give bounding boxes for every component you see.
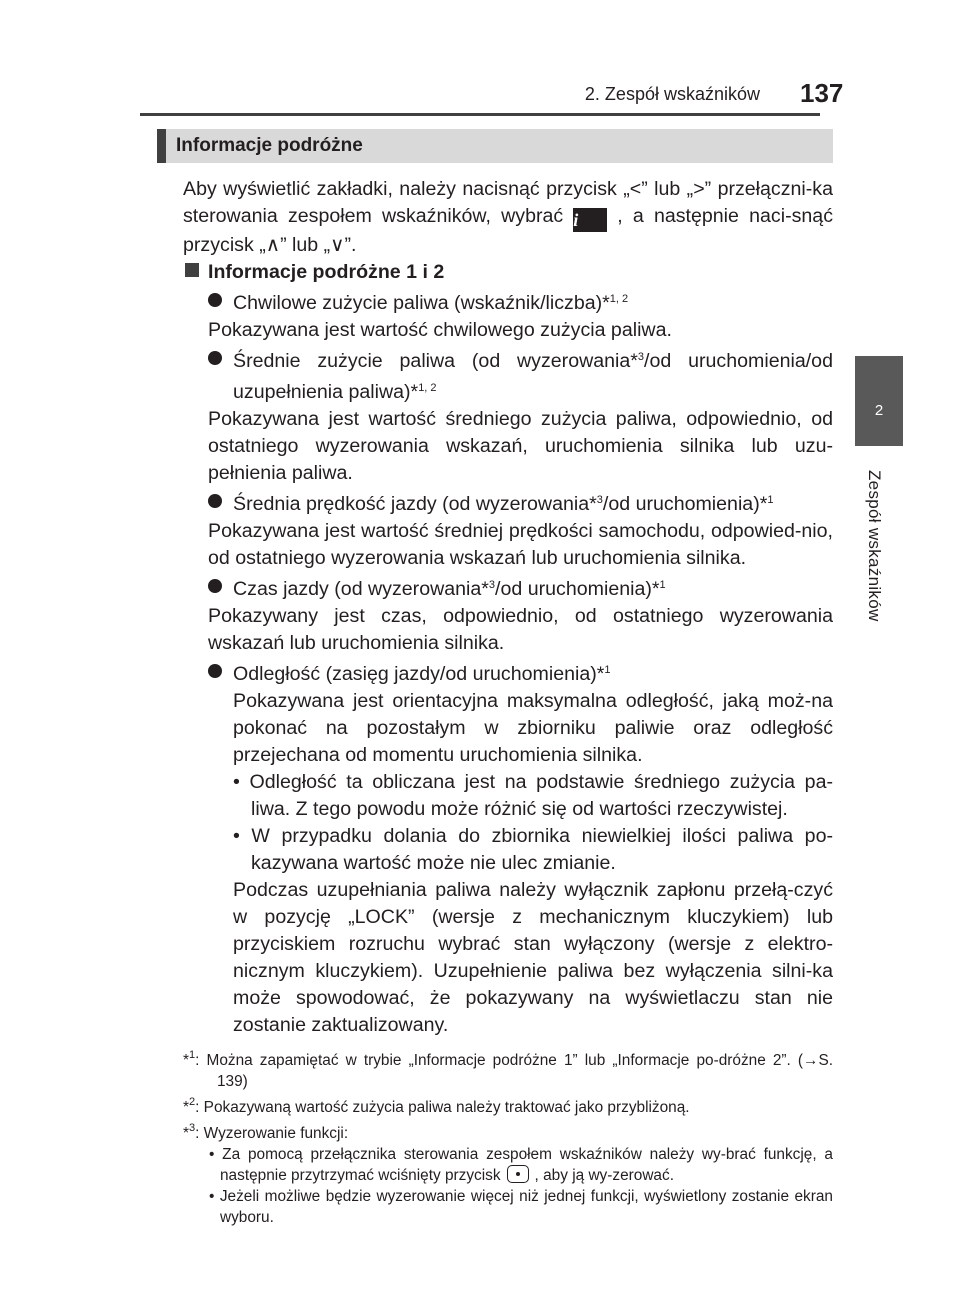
chapter-title: 2. Zespół wskaźników — [584, 84, 760, 104]
item-title: Czas jazdy (od wyzerowania* — [233, 578, 489, 600]
item-description: Pokazywana jest wartość średniego zużycia paliwa, odpowiednio, od ostatniego wyzerowania wskazań, uruchomienia silnika lub uzu-pełnienia paliwa. — [208, 408, 833, 484]
footnote-text: : Można zapamiętać w trybie „Informacje podróżne 1” lub „Informacje po-dróżne 2”. (→S. 139) — [195, 1052, 833, 1090]
item-description: Pokazywana jest wartość średniej prędkości samochodu, odpowied-nio, od ostatniego wyzerowania wskazań lub uruchomienia silnika. — [208, 520, 833, 569]
list-item — [183, 487, 833, 518]
bullet-icon — [208, 351, 222, 365]
bullet-icon — [208, 293, 222, 307]
footnote-number: 2 — [189, 1096, 196, 1108]
bullet-icon — [208, 579, 222, 593]
footnote-ref: 3 — [488, 579, 496, 591]
intro-text-b: , a następnie naci-snąć przycisk „∧” lub „∨”. — [183, 205, 833, 256]
dash-note: • W przypadku dolania do zbiornika niewielkiej ilości paliwa po-kazywana wartość może nie ulec zmianie. — [233, 825, 833, 874]
bullet-icon — [208, 664, 222, 678]
info-icon: i — [573, 208, 607, 232]
footnote-1 — [183, 1045, 833, 1092]
footnote-ref: 1, 2 — [609, 293, 629, 305]
footnote-ref: 3 — [596, 494, 603, 506]
footnote-number: 1 — [189, 1049, 196, 1061]
footnote-text: , aby ją wy-zerować. — [534, 1167, 674, 1184]
footnote-mark: * — [183, 1125, 189, 1142]
footnote-text: • Za pomocą przełącznika sterowania zespołem wskaźników należy wy-brać funkcję, a następnie przytrzymać wciśnięty przycisk — [209, 1146, 833, 1184]
section-header — [157, 129, 833, 163]
intro-paragraph — [183, 176, 833, 259]
section-title: Informacje podróżne — [176, 135, 363, 156]
footnote-ref: 1 — [604, 664, 611, 676]
item-title: Odległość (zasięg jazdy/od uruchomienia)* — [233, 663, 605, 685]
item-title: Chwilowe zużycie paliwa (wskaźnik/liczba)* — [233, 292, 610, 314]
subheading — [183, 259, 833, 286]
chapter-tab-number: 2 — [874, 402, 884, 419]
chapter-tab — [855, 356, 903, 446]
chapter-tab-label: Zespół wskaźników — [865, 470, 884, 622]
item-description: Pokazywana jest orientacyjna maksymalna odległość, jaką moż-na pokonać na pozostałym w zbiorniku paliwie oraz odległość przejechana od momentu uruchomienia silnika. — [233, 690, 833, 766]
main-content — [183, 176, 833, 1228]
intro-text-a: Aby wyświetlić zakładki, należy nacisnąć przycisk „<” lub „>” przełączni-ka sterowania zespołem wskaźników, wybrać — [183, 178, 833, 227]
footnote-3-step: • Jeżeli możliwe będzie wyzerowanie więcej niż jednej funkcji, wyświetlony zostanie ekran wyboru. — [209, 1188, 833, 1226]
reset-button-icon — [507, 1165, 529, 1183]
subheading-text: Informacje podróżne 1 i 2 — [208, 261, 445, 283]
footnote-ref: 1, 2 — [418, 382, 437, 394]
footnote-mark: * — [183, 1099, 189, 1116]
item-title: Średnie zużycie paliwa (od wyzerowania* — [233, 350, 638, 372]
footnote-text: : Wyzerowanie funkcji: — [195, 1125, 349, 1142]
item-title: Średnia prędkość jazdy (od wyzerowania* — [233, 493, 597, 515]
footnote-text: : Pokazywaną wartość zużycia paliwa należy traktować jako przybliżoną. — [195, 1099, 690, 1116]
item-description: Pokazywany jest czas, odpowiednio, od ostatniego wyzerowania wskazań lub uruchomienia silnika. — [208, 605, 833, 654]
item-description: Pokazywana jest wartość chwilowego zużycia paliwa. — [208, 319, 672, 341]
square-bullet-icon — [185, 263, 199, 277]
list-item — [183, 344, 833, 406]
item-title: /od uruchomienia/od uzupełnienia paliwa)* — [233, 350, 833, 403]
page-number: 137 — [800, 78, 844, 108]
footnote-3-step — [183, 1144, 833, 1186]
dash-note: • Odległość ta obliczana jest na podstawie średniego zużycia pa-liwa. Z tego powodu może różnić się od wartości rzeczywistej. — [233, 771, 833, 820]
header-rule — [140, 113, 820, 116]
footnote-ref: 1 — [767, 494, 774, 506]
item-title: /od uruchomienia)* — [602, 493, 768, 515]
list-item — [183, 572, 833, 603]
item-note: Podczas uzupełniania paliwa należy wyłącznik zapłonu przełą-czyć w pozycję „LOCK” (wersje z mechanicznym kluczykiem) lub przyciskiem rozruchu wybrać stan wyłączony (wersje z elektro-nicznym kluczykiem). Uzupełnienie paliwa bez wyłączenia silni-ka może spowodować, że pokazywany na wyświetlaczu stan nie zostanie zaktualizowany. — [233, 879, 833, 1036]
item-title: /od uruchomienia)* — [495, 578, 660, 600]
footnote-ref: 1 — [659, 579, 666, 591]
list-item — [183, 286, 833, 317]
list-item — [183, 657, 833, 688]
section-header-bar — [157, 129, 166, 163]
footnote-2 — [183, 1092, 833, 1118]
footnote-mark: * — [183, 1052, 189, 1069]
footnote-number: 3 — [189, 1122, 196, 1134]
bullet-icon — [208, 494, 222, 508]
footnotes — [183, 1045, 833, 1228]
footnote-3 — [183, 1118, 833, 1144]
footnote-ref: 3 — [637, 351, 645, 363]
